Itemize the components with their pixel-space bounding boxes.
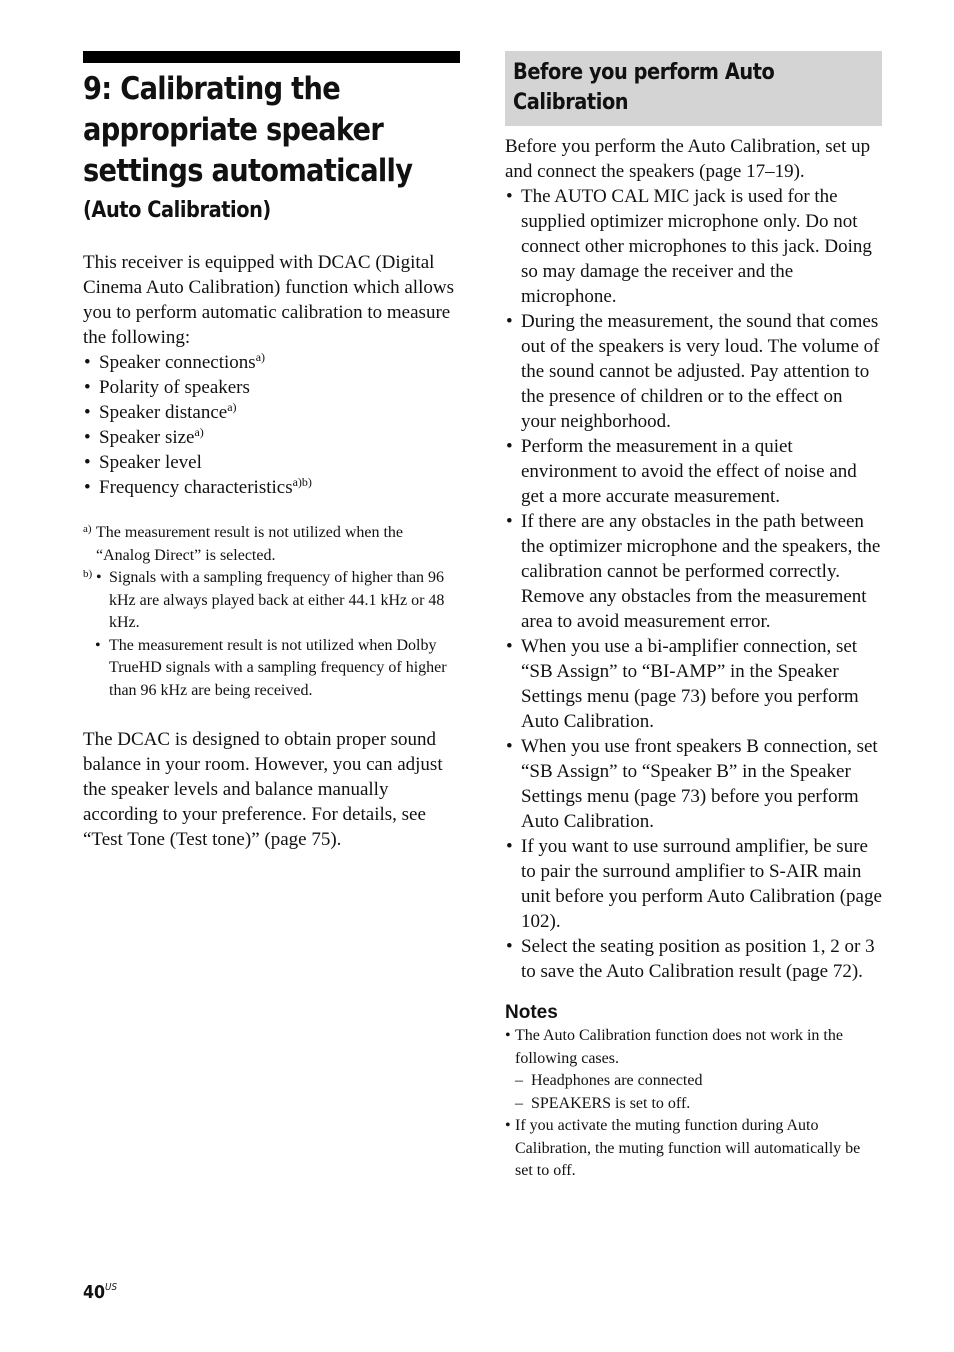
list-item: • The AUTO CAL MIC jack is used for the supplied optimizer microphone only. Do not connect other microphones to this jack. Doing so may damage the receiver and the microphone. [506, 186, 872, 307]
note-sub-item: – Headphones are connected [515, 1072, 703, 1089]
list-item: • Speaker size$^{a)}$ [84, 425, 204, 448]
list-item: • When you use a bi-amplifier connection, set “SB Assign” to “BI-AMP” in the Speaker Settings menu (page 73) before you perform Auto Calibration. [506, 636, 859, 732]
note-item: • If you activate the muting function during Auto Calibration, the muting function will automatically be set to off. [505, 1117, 861, 1179]
list-item: • Frequency characteristics$^{a)b)}$ [84, 475, 312, 498]
footnote-a: a) The measurement result is not utilized when the “Analog Direct” is selected. [83, 523, 404, 564]
list-item: • If you want to use surround amplifier, be sure to pair the surround amplifier to S-AIR main unit before you perform Auto Calibration (page 102). [506, 836, 882, 932]
closing-paragraph: The DCAC is designed to obtain proper sound balance in your room. However, you can adjust the speaker levels and balance manually according to your preference. For details, see “Test Tone (Test tone)” (page 75). [83, 729, 443, 850]
footnote-b-item: • The measurement result is not utilized when Dolby TrueHD signals with a sampling frequency of higher than 96 kHz are being received. [95, 636, 447, 699]
list-item: • If there are any obstacles in the path between the optimizer microphone and the speakers, the calibration cannot be performed correctly. Remove any obstacles from the measurement area to avoid measurement error. [506, 511, 881, 632]
notes-heading: Notes [505, 1002, 558, 1023]
left-column [83, 51, 460, 852]
list-item: • During the measurement, the sound that comes out of the speakers is very loud. The volume of the sound cannot be adjusted. Pay attention to the presence of children or to the effect on your neighborhood. [506, 311, 880, 432]
section-intro: Before you perform the Auto Calibration, set up and connect the speakers (page 17–19). [505, 136, 871, 182]
note-sub-item: – SPEAKERS is set to off. [515, 1094, 691, 1112]
title-rule [83, 51, 460, 63]
page-title: 9: Calibrating the appropriate speaker settings automatically [83, 71, 413, 189]
list-item: • Select the seating position as position 1, 2 or 3 to save the Auto Calibration result (page 72). [506, 936, 875, 982]
list-item: • Speaker connections$^{a)}$ [84, 350, 266, 373]
notes [505, 1025, 882, 1183]
footnotes [83, 522, 460, 702]
section-heading-box [505, 51, 882, 126]
intro-paragraph: This receiver is equipped with DCAC (Digital Cinema Auto Calibration) function which allows you to perform automatic calibration to measure the following: [83, 252, 454, 348]
right-column [505, 51, 882, 1183]
page-number: $40^{US}$ [83, 1282, 118, 1303]
precaution-list [505, 184, 882, 984]
note-item: • The Auto Calibration function does not work in the following cases. [505, 1027, 843, 1067]
list-item: • Perform the measurement in a quiet environment to avoid the effect of noise and get a more accurate measurement. [506, 436, 857, 507]
list-item: • Speaker distance$^{a)}$ [84, 400, 237, 423]
section-heading: Before you perform Auto Calibration [513, 60, 775, 115]
page-subtitle: (Auto Calibration) [83, 198, 271, 223]
measure-list [83, 350, 460, 500]
list-item: • Polarity of speakers [84, 377, 250, 398]
list-item: • Speaker level [84, 452, 202, 473]
footnote-b-item: b) • Signals with a sampling frequency of higher than 96 kHz are always played back at either 44.1 kHz or 48 kHz. [83, 568, 445, 631]
list-item: • When you use front speakers B connection, set “SB Assign” to “Speaker B” in the Speaker Settings menu (page 73) before you perform Auto Calibration. [506, 736, 878, 832]
